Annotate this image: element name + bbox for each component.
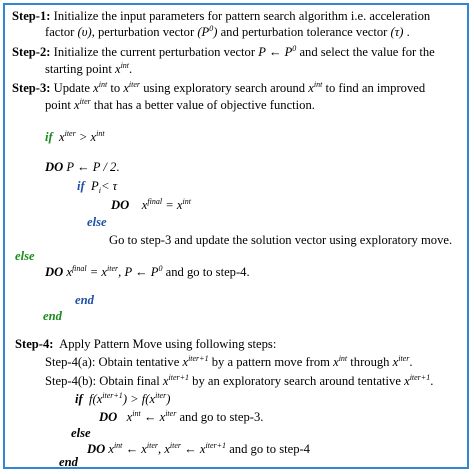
sup: int — [313, 80, 323, 89]
step4-if-line — [75, 392, 170, 407]
do-keyword: DO — [87, 442, 106, 456]
sup: iter — [107, 264, 119, 273]
math: , x — [158, 442, 170, 456]
text: point — [45, 98, 71, 112]
text: Initialize the current perturbation vector — [53, 45, 256, 59]
sup: iter — [155, 391, 167, 400]
sup: iter — [128, 80, 141, 89]
sup: int — [338, 354, 348, 363]
else-keyword: else — [71, 426, 91, 440]
math: x — [126, 410, 133, 424]
math-upsilon: (υ) — [77, 25, 92, 39]
if-keyword: if — [75, 392, 83, 406]
step3-label: Step-3: — [12, 81, 51, 95]
sup: iter — [64, 129, 76, 138]
sup: 0 — [209, 24, 214, 33]
step2-line1 — [12, 45, 435, 60]
math-x: x — [333, 355, 339, 369]
end-keyword: end — [75, 293, 94, 307]
sup: int — [132, 409, 141, 418]
do-keyword: DO — [99, 410, 118, 424]
do1-line — [45, 160, 119, 175]
sup: iter — [169, 441, 182, 450]
text: and go to step-4 — [229, 442, 310, 456]
math: P ← P / 2 — [66, 160, 117, 174]
sup: iter — [146, 441, 159, 450]
do-keyword: DO — [111, 198, 130, 212]
do-keyword: DO — [45, 265, 64, 279]
math: > x — [78, 130, 97, 144]
do3-line — [45, 265, 250, 280]
sup: iter — [165, 409, 177, 418]
text: and perturbation tolerance vector — [220, 25, 388, 39]
sup: int — [113, 441, 123, 450]
math: ← x — [184, 442, 206, 456]
do2-line — [111, 198, 191, 213]
text: by an exploratory search around tentative — [192, 374, 401, 388]
sup: iter+1 — [409, 373, 431, 382]
text: and go to step-4. — [165, 265, 250, 279]
else2-line — [15, 249, 35, 264]
text: Apply Pattern Move using following steps: — [59, 337, 277, 351]
text: Update — [53, 81, 91, 95]
math: ← x — [125, 442, 147, 456]
if-keyword: if — [45, 130, 53, 144]
goto-line — [109, 233, 452, 248]
sup: int — [98, 80, 108, 89]
else1-line — [87, 215, 107, 230]
math: ) > f(x — [122, 392, 156, 406]
step1-line2 — [45, 25, 410, 40]
math: = x — [89, 265, 108, 279]
step3-line1 — [12, 81, 425, 96]
step4-else-line — [71, 426, 91, 441]
math-p: (P — [197, 25, 210, 39]
text: Go to step-3 and update the solution vector using exploratory move. — [109, 233, 453, 247]
math: x — [59, 130, 65, 144]
text: , perturbation vector — [91, 25, 195, 39]
text: factor — [45, 25, 75, 39]
text: using exploratory search around — [143, 81, 306, 95]
sup: iter+1 — [188, 354, 209, 363]
math: P ← P — [258, 45, 293, 59]
step4-line — [15, 337, 276, 352]
text: by a pattern move from — [211, 355, 330, 369]
if-line — [45, 130, 105, 145]
step4-do1-line — [99, 410, 263, 425]
step1-text: Initialize the input parameters for pattern search algorithm i.e. acceleration — [53, 9, 431, 23]
sup: 0 — [158, 264, 163, 273]
sup: iter+1 — [102, 391, 123, 400]
end-keyword: end — [43, 309, 62, 323]
end-keyword: end — [59, 455, 78, 469]
sup: int — [182, 197, 191, 206]
text: and go to step-3. — [179, 410, 264, 424]
else-keyword: else — [87, 215, 107, 229]
algorithm-box — [3, 3, 469, 469]
math: = x — [165, 198, 183, 212]
math: x — [66, 265, 72, 279]
math: P — [91, 179, 99, 193]
math: ) — [213, 25, 218, 39]
if2-line — [77, 179, 117, 194]
math: ← x — [143, 410, 166, 424]
text: starting point — [45, 62, 112, 76]
text: to find an improved — [325, 81, 426, 95]
end2-line — [43, 309, 62, 324]
math-x: x — [93, 81, 99, 95]
step4a-label: Step-4(a): — [45, 355, 96, 369]
step1-label: Step-1: — [12, 9, 51, 23]
step4-do2-line — [87, 442, 310, 457]
text: Obtain tentative — [98, 355, 180, 369]
step2-label: Step-2: — [12, 45, 51, 59]
sup: iter — [79, 97, 91, 106]
step4b-line — [45, 374, 433, 389]
end1-line — [75, 293, 94, 308]
math-tau: (τ) — [390, 25, 404, 39]
math-x: x — [114, 62, 121, 76]
step3-line2 — [45, 98, 315, 113]
step4a-line — [45, 355, 413, 370]
sup: 0 — [292, 44, 297, 53]
math: f(x — [89, 392, 103, 406]
math: ) — [166, 392, 171, 406]
step2-line2 — [45, 62, 132, 77]
step1-line1 — [12, 9, 430, 24]
text: Obtain final — [99, 374, 160, 388]
step4-label: Step-4: — [15, 337, 54, 351]
math: < τ — [100, 179, 118, 193]
math-x: x — [182, 355, 189, 369]
text: . — [129, 62, 133, 76]
text: . — [116, 160, 120, 174]
if-keyword: if — [77, 179, 85, 193]
math: x — [108, 442, 114, 456]
sup: iter+1 — [205, 441, 227, 450]
sup: int — [96, 129, 105, 138]
text: . — [430, 374, 434, 388]
text: that has a better value of objective function. — [93, 98, 315, 112]
math: , P ← P — [118, 265, 159, 279]
text: . — [409, 355, 413, 369]
math-x: x — [404, 374, 410, 388]
sup: iter — [398, 354, 410, 363]
sub: i — [98, 186, 101, 195]
text: to — [110, 81, 121, 95]
math-x: x — [162, 374, 169, 388]
sup: final — [71, 264, 87, 273]
text: and select the value for the — [299, 45, 435, 59]
do-keyword: DO — [45, 160, 64, 174]
sup: final — [147, 197, 163, 206]
step4b-label: Step-4(b): — [45, 374, 97, 388]
sup: int — [120, 61, 130, 70]
math: x — [141, 198, 148, 212]
text: through — [350, 355, 390, 369]
math-x: x — [123, 81, 129, 95]
step4-end-line — [59, 455, 78, 470]
math-x: x — [74, 98, 80, 112]
math-x: x — [392, 355, 399, 369]
text: . — [406, 25, 410, 39]
math-x: x — [308, 81, 314, 95]
else-keyword: else — [15, 249, 35, 263]
sup: iter+1 — [168, 373, 190, 382]
